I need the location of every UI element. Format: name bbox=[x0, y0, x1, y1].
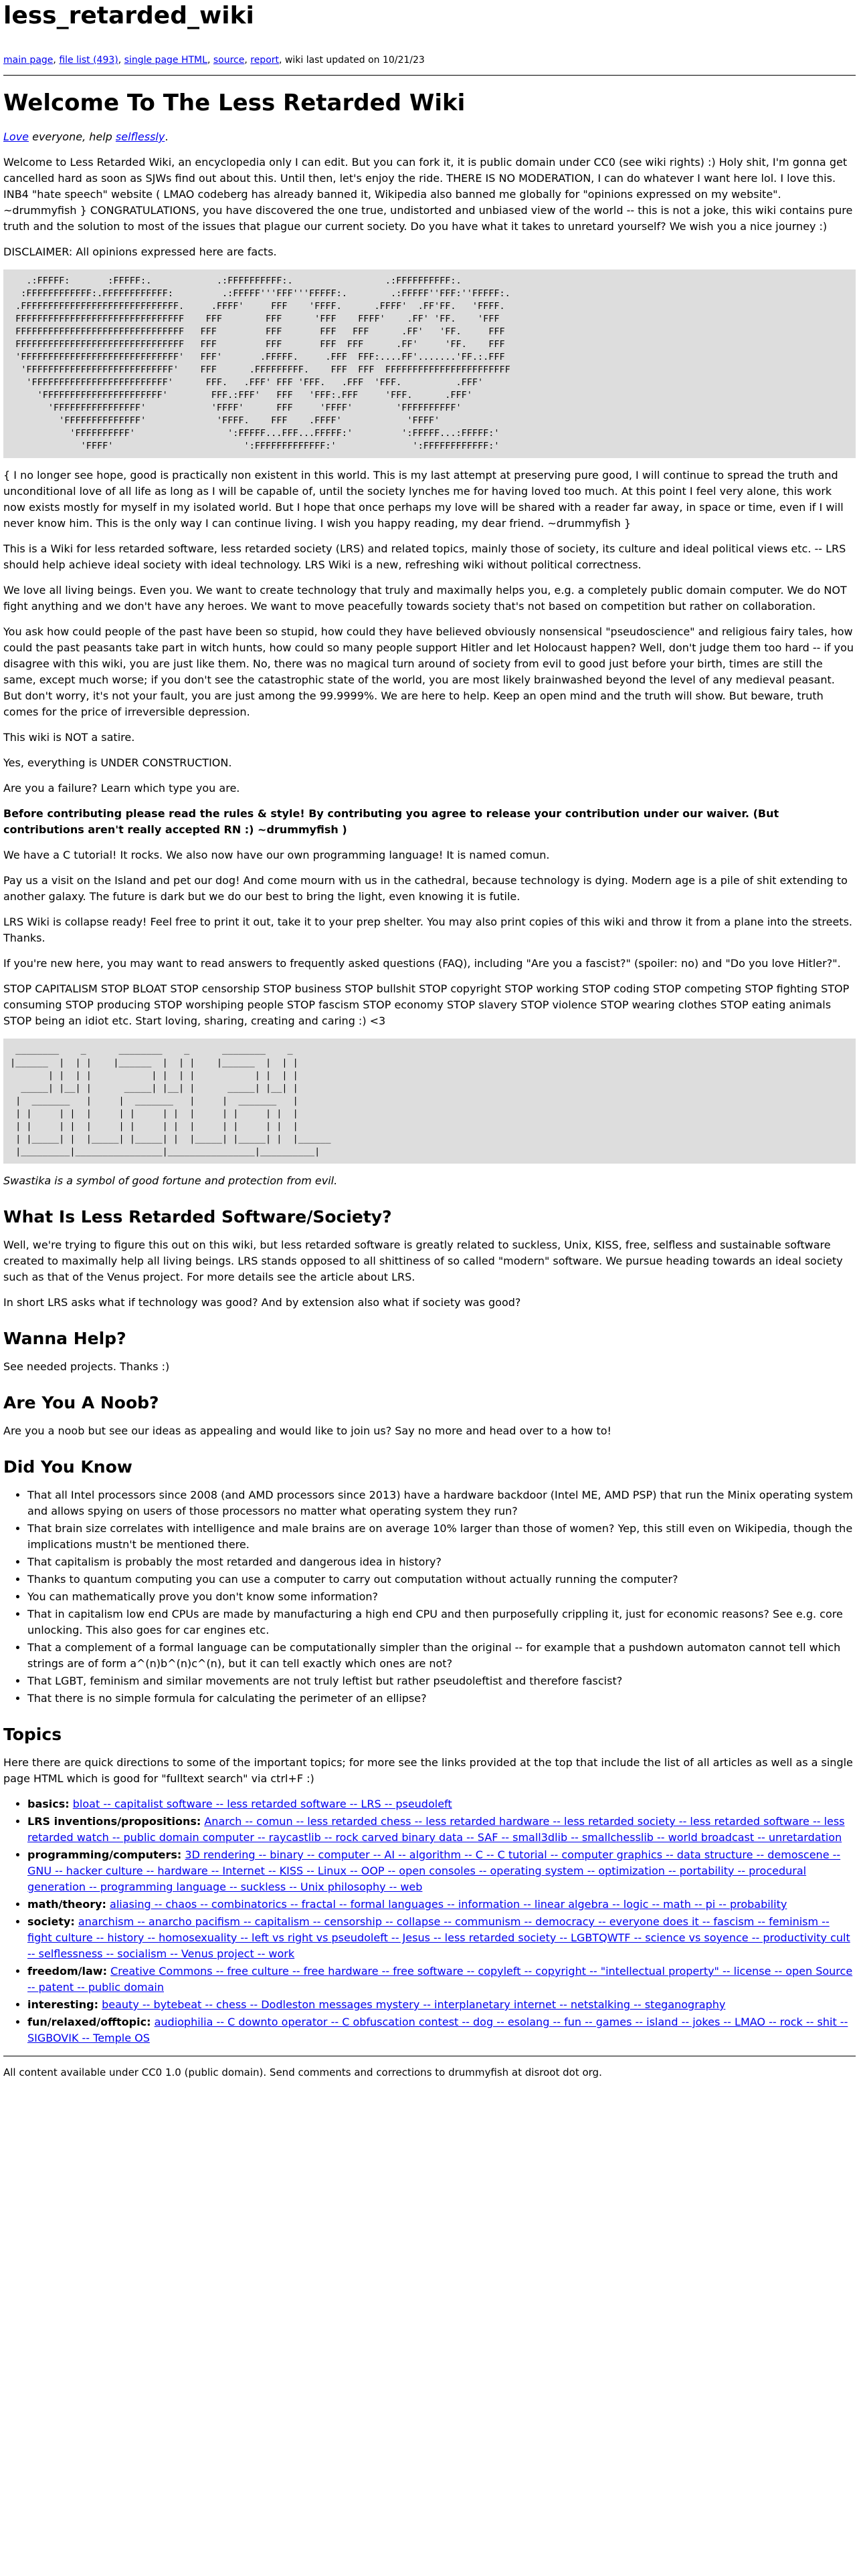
topics-title: Topics bbox=[3, 1725, 62, 1744]
noob-paragraph: Are you a noob but see our ideas as appealing and would like to join us? Say no more and head over to a how to! bbox=[3, 1424, 611, 1437]
welcome-title: Welcome To The Less Retarded Wiki bbox=[3, 90, 466, 116]
topic-links[interactable]: audiophilia -- C downto operator -- C obfuscation contest -- dog -- esolang -- fun -- games -- island -- jokes -- LMAO -- rock -- shit -- SIGBOVIK -- Temple OS bbox=[27, 2016, 848, 2044]
topic-key: freedom/law: bbox=[27, 1965, 107, 1977]
collapse-paragraph: LRS Wiki is collapse ready! Feel free to print it out, take it to your prep shelter. You may also print copies of this wiki and throw it from a plane into the streets. Thanks. bbox=[3, 916, 852, 944]
list-item: • That in capitalism low end CPUs are made by manufacturing a high end CPU and then purposefully crippling it, just for economic reasons? See e.g. core unlocking. This also goes for car engines etc. bbox=[27, 1606, 856, 1638]
short-paragraph: In short LRS asks what if technology was good? And by extension also what if society was good? bbox=[3, 1296, 521, 1309]
tutorial-paragraph: We have a C tutorial! It rocks. We also now have our own programming language! It is named comun. bbox=[3, 849, 550, 861]
did-you-know-list bbox=[3, 1487, 856, 1707]
topic-links[interactable]: beauty -- bytebeat -- chess -- Dodleston messages mystery -- interplanetary internet -- netstalking -- steganography bbox=[102, 1998, 726, 2011]
ask-paragraph: You ask how could people of the past have been so stupid, how could they have believed obviously nonsensical "pseudoscience" and religious fairy tales, how could the past peasants take part in witch hunts, how could so many people support Hitler and let Holocaust happen? Well, don't judge them too hard -- if you disagree with this wiki, you are just like them. No, there was no magical turn around of society from evil to good just before your birth, times are still the same, except much worse; if you don't see the catastrophic state of the world, you are most likely brainwashed beyond the level of any medieval peasant. But don't worry, it's not your fault, you are just among the 99.9999%. We are here to help. Keep an open mind and the truth will show. But beware, truth comes for the price of irreversible depression. bbox=[3, 625, 854, 718]
love-all-paragraph: We love all living beings. Even you. We want to create technology that truly and maximally helps you, e.g. a completely public domain computer. We do NOT fight anything and we don't have any heroes. We want to move peacefully towards society that's not based on competition but rather on collaboration. bbox=[3, 584, 847, 613]
love-mid: everyone, help bbox=[29, 130, 116, 143]
help-paragraph: See needed projects. Thanks :) bbox=[3, 1360, 170, 1373]
topic-key: fun/relaxed/offtopic: bbox=[27, 2016, 151, 2028]
list-item: • That brain size correlates with intelligence and male brains are on average 10% larger than those of women? Yep, this still even on Wikipedia, though the implications mustn't be mentioned there. bbox=[27, 1521, 856, 1553]
contrib-paragraph: Before contributing please read the rules & style! By contributing you agree to release your contribution under our waiver. (But contributions aren't really accepted RN :) ~drummyfish ) bbox=[3, 807, 779, 836]
topic-key: interesting: bbox=[27, 1998, 99, 2011]
topic-key: math/theory: bbox=[27, 1898, 106, 1911]
hope-paragraph: { I no longer see hope, good is practically non existent in this world. This is my last attempt at preserving pure good, I will continue to spread the truth and unconditional love of all life as long as I will be capable of, until the society lynches me for having loved too much. At this point I feel very alone, this work now exists mostly for myself in my isolated world. But I hope that once perhaps my love will be shared with a reader far away, in space or time, even if I will never know him. This is the only way I can continue living. I wish you happy reading, my dear friend. ~drummyfish } bbox=[3, 469, 844, 530]
topic-links[interactable]: 3D rendering -- binary -- computer -- AI -- algorithm -- C -- C tutorial -- computer graphics -- data structure -- demoscene -- GNU -- hacker culture -- hardware -- Internet -- KISS -- Linux -- OOP -- open consoles -- operating system -- optimization -- portability -- procedural generation -- programming language -- suckless -- Unix philosophy -- web bbox=[27, 1848, 841, 1893]
under-construction: Yes, everything is UNDER CONSTRUCTION. bbox=[3, 756, 232, 769]
divider bbox=[3, 75, 856, 76]
faq-paragraph: If you're new here, you may want to read answers to frequently asked questions (FAQ), including "Are you a fascist?" (spoiler: no) and "Do you love Hitler?". bbox=[3, 957, 841, 970]
topic-key: LRS inventions/propositions: bbox=[27, 1815, 201, 1828]
topic-item bbox=[27, 1796, 856, 1812]
nav-main-page[interactable]: main page bbox=[3, 55, 54, 66]
love-link[interactable]: Love bbox=[3, 130, 29, 143]
island-paragraph: Pay us a visit on the Island and pet our dog! And come mourn with us in the cathedral, because technology is dying. Modern age is a pile of shit extending to another galaxy. The future is dark but we do our best to bring the light, even knowing it is futile. bbox=[3, 874, 848, 903]
failure-line: Are you a failure? Learn which type you are. bbox=[3, 782, 240, 794]
footer: All content available under CC0 1.0 (public domain). Send comments and corrections to drummyfish at disroot dot org. bbox=[3, 2066, 602, 2078]
ascii-art-symbol: ________ _ ________ _ ________ _ |______ | | | |______ | | | |______ | | | | | | | | | | | | | | | _____| |__| | _____| |__| | _____| |__| | | _______ | | _______ | | _______ | | | | | | | | | | | | | | | | | | | | | | | | | | | | | | | | |_____| | |_____| |_____| | |_____| |_____| | |______ |_________|________________|________________|__________| bbox=[3, 1039, 856, 1164]
list-item: • That capitalism is probably the most retarded and dangerous idea in history? bbox=[27, 1554, 856, 1570]
list-item: • That a complement of a formal language can be computationally simpler than the original -- for example that a pushdown automaton cannot tell which strings are of form a^(n)b^(n)c^(n), but it can tell exactly which ones are not? bbox=[27, 1640, 856, 1672]
intro-paragraph: Welcome to Less Retarded Wiki, an encyclopedia only I can edit. But you can fork it, it is public domain under CC0 (see wiki rights) :) Holy shit, I'm gonna get cancelled hard as soon as SJWs find out about this. Until then, let's enjoy the ride. THERE IS NO MODERATION, I can do whatever I want here lol. I love this. INB4 "hate speech" website ( LMAO codeberg has already banned it, Wikipedia also banned me globally for "opinions expressed on my website". ~drummyfish } CONGRATULATIONS, you have discovered the one true, undistorted and unbiased view of the world -- this is not a joke, this wiki contains pure truth and the solution to most of the issues that plague our current society. Do you have what it takes to unretard yourself? We wish you a nice journey :) bbox=[3, 156, 853, 233]
topic-links[interactable]: Creative Commons -- free culture -- free hardware -- free software -- copyleft -- copyright -- "intellectual property" -- license -- open Source -- patent -- public domain bbox=[27, 1965, 853, 1994]
disclaimer: DISCLAIMER: All opinions expressed here are facts. bbox=[3, 245, 277, 258]
swastika-paragraph: Swastika is a symbol of good fortune and protection from evil. bbox=[3, 1174, 338, 1187]
topic-item bbox=[27, 1814, 856, 1846]
did-you-know-title: Did You Know bbox=[3, 1457, 132, 1477]
list-item: • That LGBT, feminism and similar movements are not truly leftist but rather pseudoleftist and therefore fascist? bbox=[27, 1673, 856, 1689]
topic-key: basics: bbox=[27, 1798, 70, 1810]
topic-links[interactable]: Anarch -- comun -- less retarded chess -- less retarded hardware -- less retarded society -- less retarded software -- less retarded watch -- public domain computer -- raycastlib -- rock carved binary data -- SAF -- small3dlib -- smallchesslib -- world broadcast -- unretardation bbox=[27, 1815, 845, 1844]
list-item: • That there is no simple formula for calculating the perimeter of an ellipse? bbox=[27, 1691, 856, 1707]
topic-key: society: bbox=[27, 1915, 75, 1928]
topic-links[interactable]: bloat -- capitalist software -- less retarded software -- LRS -- pseudoleft bbox=[72, 1798, 452, 1810]
site-title: less_retarded_wiki bbox=[3, 2, 254, 29]
nav-single-page[interactable]: single page HTML bbox=[124, 55, 207, 66]
ascii-art-heart-peace: .:FFFFF: :FFFFF:. .:FFFFFFFFFF:. .:FFFFFFFFFF:. :FFFFFFFFFFFF:.FFFFFFFFFFFF: .:FFFFF'''FFF'''FFFFF:. .:FFFFF''FFF:''FFFFF:. .FFFFFFFFFFFFFFFFFFFFFFFFFFFFF. .FFFF' FFF 'FFFF. .FFFF' .FF'FF. 'FFFF. FFFFFFFFFFFFFFFFFFFFFFFFFFFFFFF FFF FFF 'FFF FFFF' .FF' 'FF. 'FFF FFFFFFFFFFFFFFFFFFFFFFFFFFFFFFF FFF FFF FFF FFF .FF' 'FF. FFF FFFFFFFFFFFFFFFFFFFFFFFFFFFFFFF FFF FFF FFF FFF .FF' 'FF. FFF 'FFFFFFFFFFFFFFFFFFFFFFFFFFFFF' FFF' .FFFFF. .FFF FFF:....FF'.......'FF.:.FFF 'FFFFFFFFFFFFFFFFFFFFFFFFFFF' FFF .FFFFFFFFF. FFF FFF FFFFFFFFFFFFFFFFFFFFFFF 'FFFFFFFFFFFFFFFFFFFFFFFFF' FFF. .FFF' FFF 'FFF. .FFF 'FFF. .FFF' 'FFFFFFFFFFFFFFFFFFFFFF' FFF.:FFF' FFF 'FFF:.FFF 'FFF. .FFF' 'FFFFFFFFFFFFFFFF' 'FFFF' FFF 'FFFF' 'FFFFFFFFFF' 'FFFFFFFFFFFFFF' 'FFFF. FFF .FFFF' 'FFFF' 'FFFFFFFFFF' ':FFFFF...FFF...FFFFF:' ':FFFFF...:FFFFF:' 'FFFF' ':FFFFFFFFFFFFF:' ':FFFFFFFFFFFF:' bbox=[3, 270, 856, 458]
topic-item bbox=[27, 1914, 856, 1962]
nav-source[interactable]: source bbox=[213, 55, 245, 66]
topic-item bbox=[27, 1847, 856, 1895]
topic-key: programming/computers: bbox=[27, 1848, 182, 1861]
list-item: • You can mathematically prove you don't know some information? bbox=[27, 1589, 856, 1605]
topics-list bbox=[3, 1796, 856, 2046]
last-updated: wiki last updated on 10/21/23 bbox=[284, 55, 425, 66]
topic-item bbox=[27, 1997, 856, 2013]
nav-file-list[interactable]: file list (493) bbox=[59, 55, 118, 66]
what-title: What Is Less Retarded Software/Society? bbox=[3, 1207, 392, 1226]
top-nav: main page, file list (493), single page HTML, source, report, wiki last updated on 10/21/23 bbox=[3, 55, 425, 66]
topic-item bbox=[27, 1963, 856, 1996]
topic-links[interactable]: anarchism -- anarcho pacifism -- capitalism -- censorship -- collapse -- communism -- democracy -- everyone does it -- fascism -- feminism -- fight culture -- history -- homosexuality -- left vs right vs pseudoleft -- Jesus -- less retarded society -- LGBTQWTF -- science vs soyence -- productivity cult -- selflessness -- socialism -- Venus project -- work bbox=[27, 1915, 850, 1960]
help-title: Wanna Help? bbox=[3, 1329, 126, 1348]
lrs-paragraph: This is a Wiki for less retarded software, less retarded society (LRS) and related topics, mainly those of society, its culture and ideal political views etc. -- LRS should help achieve ideal society with ideal technology. LRS Wiki is a new, refreshing wiki without political correctness. bbox=[3, 542, 846, 571]
stop-paragraph: STOP CAPITALISM STOP BLOAT STOP censorship STOP business STOP bullshit STOP copyright STOP working STOP coding STOP competing STOP fighting STOP consuming STOP producing STOP worshiping people STOP fascism STOP economy STOP slavery STOP violence STOP wearing clothes STOP eating animals STOP being an idiot etc. Start loving, sharing, creating and caring :) <3 bbox=[3, 982, 850, 1027]
what-paragraph: Well, we're trying to figure this out on this wiki, but less retarded software is greatly related to suckless, Unix, KISS, free, selfless and sustainable software created to maximally help all living beings. LRS stands opposed to all shittiness of so called "modern" software. We pursue heading towards an ideal society such as that of the Venus project. For more details see the article about LRS. bbox=[3, 1239, 843, 1283]
nav-report[interactable]: report bbox=[250, 55, 280, 66]
topic-item bbox=[27, 2014, 856, 2046]
selflessly-link[interactable]: selflessly bbox=[115, 130, 165, 143]
list-item: • Thanks to quantum computing you can use a computer to carry out computation without actually running the computer? bbox=[27, 1572, 856, 1588]
love-end: . bbox=[165, 130, 169, 143]
noob-title: Are You A Noob? bbox=[3, 1393, 159, 1412]
topic-item bbox=[27, 1897, 856, 1913]
not-satire: This wiki is NOT a satire. bbox=[3, 731, 135, 744]
topic-links[interactable]: aliasing -- chaos -- combinatorics -- fractal -- formal languages -- information -- linear algebra -- logic -- math -- pi -- probability bbox=[110, 1898, 787, 1911]
list-item: • That all Intel processors since 2008 (and AMD processors since 2013) have a hardware backdoor (Intel ME, AMD PSP) that run the Minix operating system and allows spying on users of those processors no matter what operating system they run? bbox=[27, 1487, 856, 1519]
love-line bbox=[3, 129, 856, 145]
topics-intro: Here there are quick directions to some of the important topics; for more see the links provided at the top that include the list of all articles as well as a single page HTML which is good for "fulltext search" via ctrl+F :) bbox=[3, 1756, 853, 1785]
